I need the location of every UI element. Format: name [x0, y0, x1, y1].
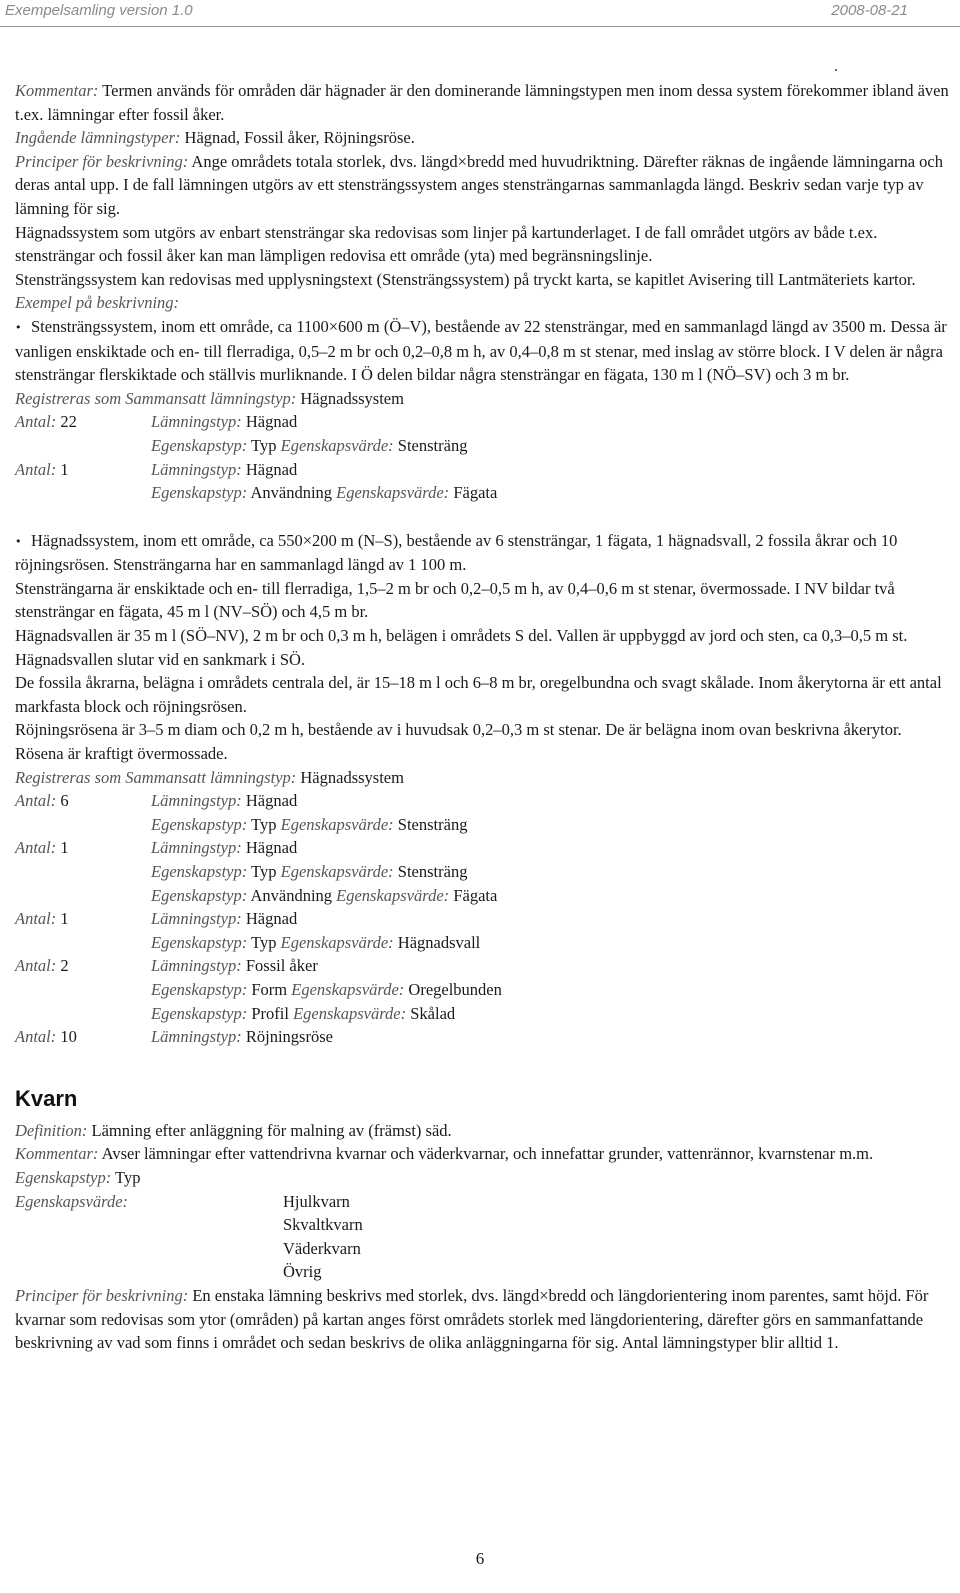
exempel-label: Exempel på beskrivning: [15, 293, 180, 313]
top-dot: . [834, 58, 838, 75]
property-cell: Egenskapstyp: Typ Egenskapsvärde: Stensträng [151, 435, 468, 455]
kvarn-principer: Principer för beskrivning: En enstaka lämning beskrivs med storlek, dvs. längd×bredd och längdorientering inom parentes, samt höjd. För kvarnar som redovisas som ytor (områden) på kartan anges först områdets storlek med längdorientering, därefter görs en sammanfattande beskrivning av vad som finns i området och sedan beskrivs de olika anläggningarna för sig. Antal lämningstyper blir alltid 1. [15, 1285, 929, 1353]
table-row [15, 907, 502, 931]
example-2-paragraph-2: Hägnadsvallen är 35 m l (SÖ–NV), 2 m br och 0,3 m h, belägen i områdets S del. Vallen är uppbyggd av jord och sten, ca 0,3–0,5 m st. Hägnadsvallen slutar vid en sankmark i SÖ. [15, 626, 908, 669]
property-cell: Egenskapstyp: Typ Egenskapsvärde: Hägnadsvall [151, 932, 481, 952]
antal-cell: Antal: 2 [15, 956, 69, 976]
property-cell: Egenskapstyp: Användning Egenskapsvärde: Fägata [151, 483, 498, 503]
table-row [15, 1002, 502, 1026]
table-row [15, 884, 502, 908]
antal-cell [15, 813, 151, 837]
property-cell: Lämningstyp: Fossil åker [151, 956, 318, 976]
example-2-register-table [15, 789, 502, 1049]
property-cell: Egenskapstyp: Form Egenskapsvärde: Oregelbunden [151, 979, 502, 999]
property-cell: Egenskapstyp: Användning Egenskapsvärde: Fägata [151, 885, 498, 905]
intro-paragraph-2: Hägnadssystem som utgörs av enbart stensträngar ska redovisas som linjer på kartunderlaget. I de fall området utgörs av både t.ex. stensträngar och fossil åker kan man lämpligen redovisa ett område (yta) med begränsningslinje. [15, 222, 878, 266]
intro-paragraph-3: Stensträngssystem kan redovisas med upplysningstext (Stensträngssystem) på tryckt karta, se kapitlet Avisering till Lantmäteriets kartor. [15, 269, 916, 289]
spacer [15, 505, 950, 529]
antal-cell [15, 931, 151, 955]
table-row [15, 954, 502, 978]
table-row [15, 410, 497, 434]
property-cell: Lämningstyp: Hägnad [151, 459, 298, 479]
antal-cell [15, 884, 151, 908]
example-2-paragraph-3: De fossila åkrarna, belägna i områdets centrala del, är 15–18 m l och 6–8 m br, oregelbundna och svagt skålade. Inom åkerytorna är ett antal markfasta block och röjningsrösen. [15, 673, 942, 716]
example-1-registreras: Registreras som Sammansatt lämningstyp: Hägnadssystem [15, 388, 404, 408]
header-date: 2008-08-21 [831, 2, 908, 19]
bullet-icon: • [15, 320, 22, 334]
property-cell: Lämningstyp: Hägnad [151, 791, 298, 811]
bullet-icon: • [15, 534, 22, 548]
table-row [15, 1260, 363, 1284]
intro-ingaende: Ingående lämningstyper: Hägnad, Fossil åker, Röjningsröse. [15, 128, 415, 148]
antal-cell [15, 481, 151, 505]
example-2-text: • Hägnadssystem, inom ett område, ca 550×200 m (N–S), bestående av 6 stensträngar, 1 fägata, 1 hägnadsvall, 2 fossila åkrar och 10 röjningsrösen. Stensträngarna har en sammanlagd längd av 1 100 m. [15, 530, 898, 575]
example-2-paragraph-4: Röjningsrösena är 3–5 m diam och 0,2 m h, bestående av i huvudsak 0,2–0,3 m st stenar. De är belägna inom ovan beskrivna åkerytor. Rösena är kraftigt övermossade. [15, 720, 902, 764]
antal-cell: Antal: 6 [15, 791, 69, 811]
egenskapsvarde-value: Väderkvarn [283, 1238, 361, 1258]
table-row [15, 1025, 502, 1049]
property-cell: Lämningstyp: Hägnad [151, 909, 298, 929]
antal-cell [15, 434, 151, 458]
antal-cell [15, 1002, 151, 1026]
intro-principer: Principer för beskrivning: Ange områdets totala storlek, dvs. längd×bredd med huvudriktning. Därefter räknas de ingående lämningarna och deras antal upp. I de fall lämningen utgörs av ett stensträngssystem anges stensträngarnas sammanlagda längd. Beskriv sedan varje typ av lämning för sig. [15, 151, 944, 218]
antal-cell [15, 860, 151, 884]
antal-cell: Antal: 1 [15, 838, 69, 858]
kvarn-egenskapsvarde-table [15, 1190, 363, 1284]
header-rule [0, 26, 960, 27]
example-1-register-table [15, 410, 497, 504]
antal-cell: Antal: 22 [15, 412, 77, 432]
table-row [15, 836, 502, 860]
egenskapsvarde-value: Hjulkvarn [283, 1191, 350, 1211]
antal-cell: Antal: 10 [15, 1027, 77, 1047]
kvarn-definition: Definition: Lämning efter anläggning för malning av (främst) säd. [15, 1120, 452, 1140]
table-row [15, 1190, 363, 1214]
table-row [15, 860, 502, 884]
property-cell: Lämningstyp: Röjningsröse [151, 1027, 333, 1047]
table-row [15, 931, 502, 955]
example-2-registreras: Registreras som Sammansatt lämningstyp: Hägnadssystem [15, 767, 404, 787]
property-cell: Lämningstyp: Hägnad [151, 412, 298, 432]
table-row [15, 481, 497, 505]
table-row [15, 789, 502, 813]
table-row [15, 813, 502, 837]
table-row [15, 1237, 363, 1261]
page-number: 6 [475, 1549, 485, 1568]
table-row [15, 978, 502, 1002]
kvarn-kommentar: Kommentar: Avser lämningar efter vattendrivna kvarnar och väderkvarnar, och innefattar grunder, vattenrännor, kvarnstenar m.m. [15, 1144, 874, 1164]
property-cell: Egenskapstyp: Typ Egenskapsvärde: Stensträng [151, 862, 468, 881]
example-1-text: • Stensträngssystem, inom ett område, ca 1100×600 m (Ö–V), bestående av 22 stensträngar, med en sammanlagd längd av 3500 m. Dessa är vanligen enskiktade och en- till flerradiga, 0,5–2 m br och 0,2–0,8 m h, av 0,4–0,8 m st stenar, med inslag av större block. I V delen är några stensträngar flerskiktade och ställvis murliknande. I Ö delen bildar några stensträngar en fägata, 130 m l (NÖ–SV) och 3 m br. [15, 316, 947, 385]
egenskapsvarde-value: Övrig [283, 1262, 322, 1282]
table-row [15, 434, 497, 458]
table-row [15, 458, 497, 482]
page-content [15, 79, 950, 1355]
property-cell: Lämningstyp: Hägnad [151, 838, 298, 858]
property-cell: Egenskapstyp: Profil Egenskapsvärde: Skålad [151, 1003, 456, 1023]
antal-cell: Antal: 1 [15, 459, 69, 479]
antal-cell: Antal: 1 [15, 909, 69, 929]
example-2-paragraph-1: Stensträngarna är enskiktade och en- till flerradiga, 1,5–2 m br och 0,2–0,5 m h, av 0,4–0,6 m st stenar, övermossade. I NV bildar två stensträngar en fägata, 45 m l (NV–SÖ) och 4,5 m br. [15, 578, 895, 622]
section-heading-kvarn: Kvarn [15, 1085, 78, 1111]
header-title: Exempelsamling version 1.0 [5, 2, 193, 19]
intro-kommentar: Kommentar: Termen används för områden där hägnader är den dominerande lämningstypen men inom dessa system förekommer ibland även t.ex. lämningar efter fossil åker. [15, 81, 949, 124]
property-cell: Egenskapstyp: Typ Egenskapsvärde: Stensträng [151, 814, 468, 834]
page-header [0, 0, 960, 22]
antal-cell [15, 978, 151, 1002]
table-row [15, 1213, 363, 1237]
kvarn-egenskapstyp: Egenskapstyp: Typ [15, 1167, 141, 1187]
egenskapsvarde-value: Skvaltkvarn [283, 1215, 363, 1235]
egenskapsvarde-label: Egenskapsvärde: [15, 1191, 129, 1211]
